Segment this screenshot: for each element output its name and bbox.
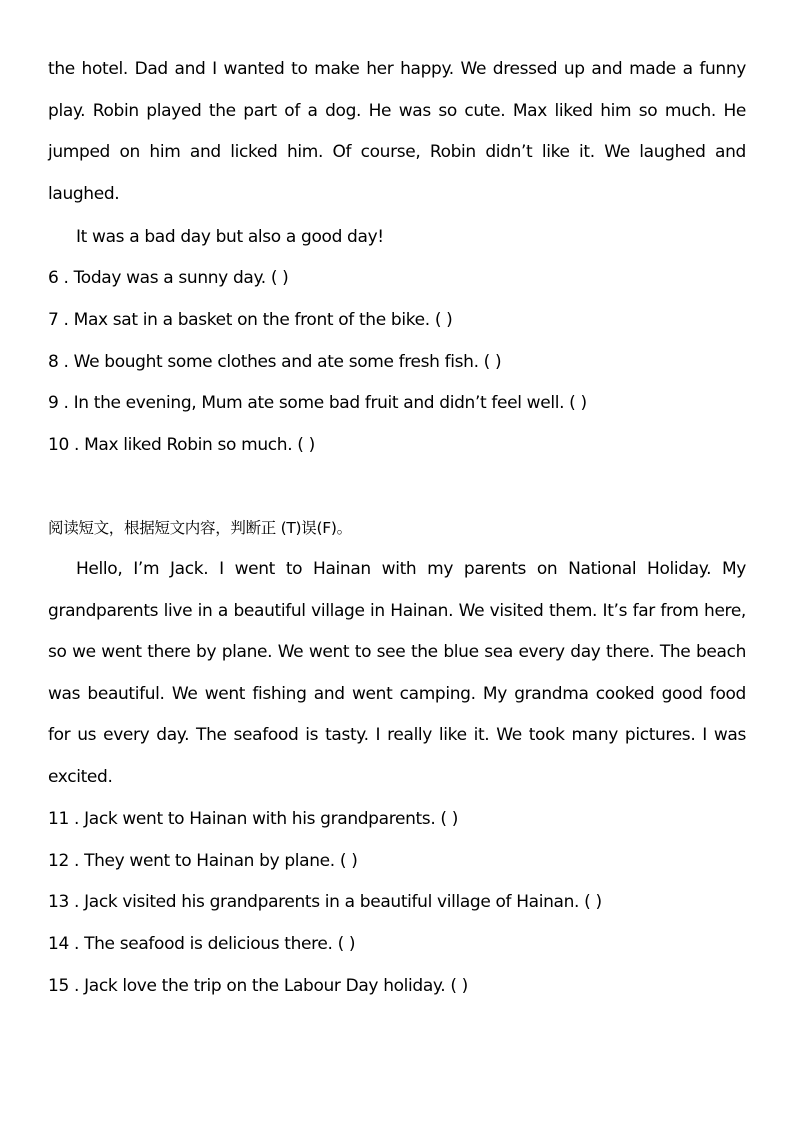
- question-11: 11 . Jack went to Hainan with his grandparents. ( ): [48, 809, 459, 829]
- question-13: 13 . Jack visited his grandparents in a beautiful village of Hainan. ( ): [48, 892, 602, 912]
- question-9: 9 . In the evening, Mum ate some bad fruit and didn’t feel well. ( ): [48, 393, 587, 413]
- passage-2-text: Hello, I’m Jack. I went to Hainan with my parents on National Holiday. My grandparents live in a beautiful village in Hainan. We visited them. It’s far from here, so we went there by plane. We went to see the blue sea every day there. The beach was beautiful. We went fishing and went camping. My grandma cooked good food for us every day. The seafood is tasty. I really like it. We took many pictures. I was excited.: [48, 559, 746, 787]
- passage-1-text: the hotel. Dad and I wanted to make her happy. We dressed up and made a funny play. Robin played the part of a dog. He was so cute. Max liked him so much. He jumped on him and licked him. Of course, Robin didn’t like it. We laughed and laughed.: [48, 59, 746, 204]
- section-2-instruction: 阅读短文，根据短文内容，判断正 (T)误(F)。: [48, 519, 352, 537]
- question-8: 8 . We bought some clothes and ate some fresh fish. ( ): [48, 352, 502, 372]
- question-12: 12 . They went to Hainan by plane. ( ): [48, 851, 358, 871]
- question-6: 6 . Today was a sunny day. ( ): [48, 268, 289, 288]
- question-10: 10 . Max liked Robin so much. ( ): [48, 435, 315, 455]
- passage-1-closing: It was a bad day but also a good day!: [76, 227, 384, 247]
- question-14: 14 . The seafood is delicious there. ( ): [48, 934, 356, 954]
- question-15: 15 . Jack love the trip on the Labour Day holiday. ( ): [48, 976, 468, 996]
- question-7: 7 . Max sat in a basket on the front of the bike. ( ): [48, 310, 453, 330]
